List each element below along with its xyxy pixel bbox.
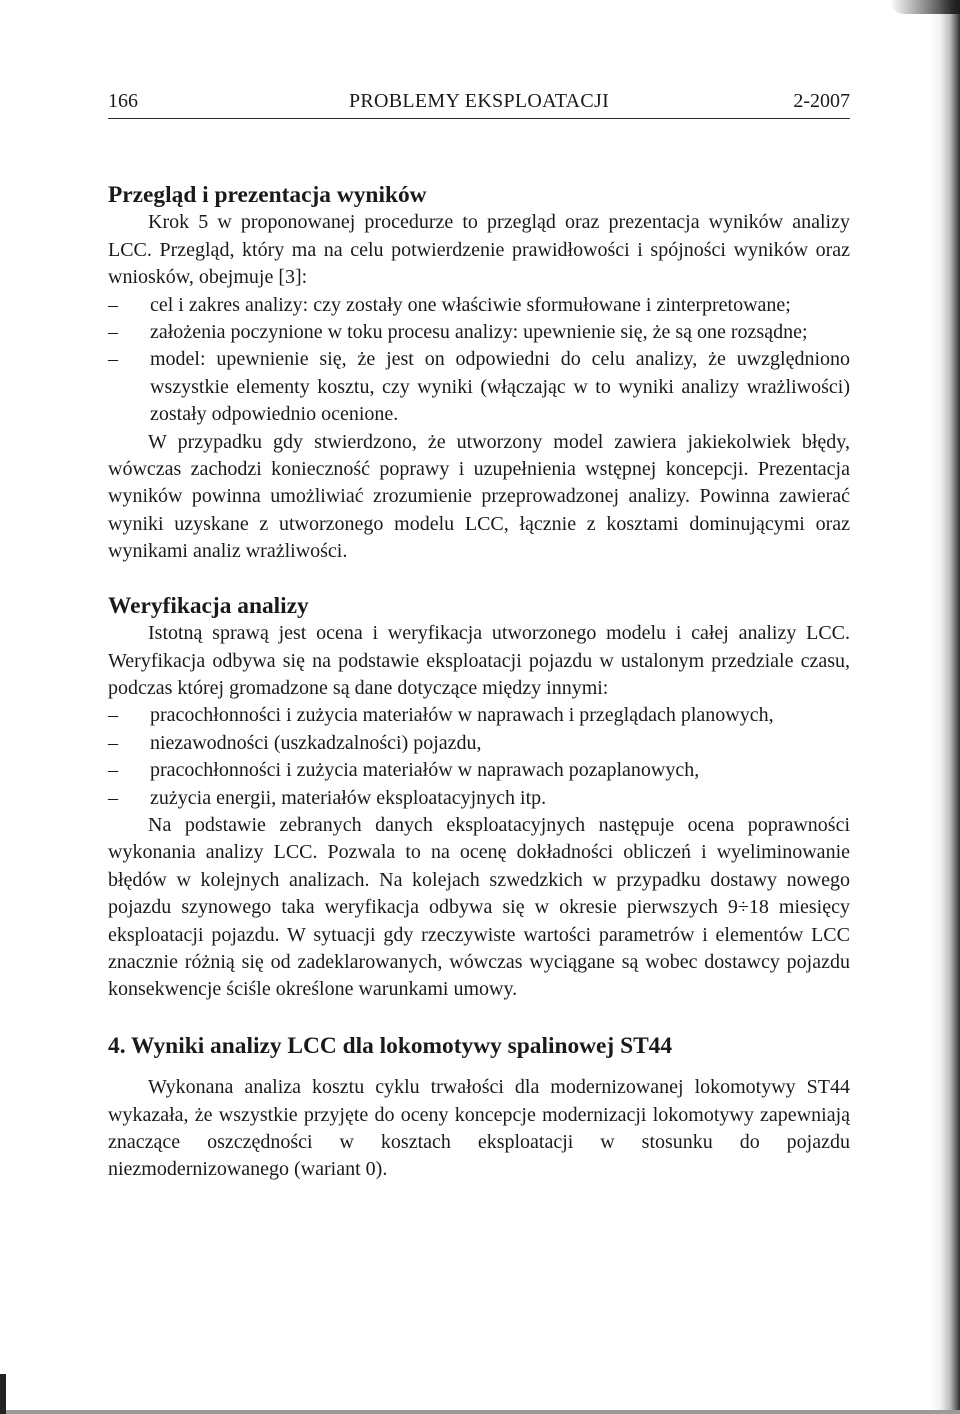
- paragraph: Istotną sprawą jest ocena i weryfikacja utworzonego modelu i całej analizy LCC. Weryfikacja odbywa się na podstawie eksploatacji pojazdu w ustalonym przedziale czasu, podczas której gromadzone są dane dotyczące między innymi:: [108, 622, 850, 699]
- dash-bullet: –: [108, 321, 118, 344]
- section-heading-verification: Weryfikacja analizy: [108, 592, 309, 619]
- list-item: [108, 757, 850, 784]
- list-item-text: niezawodności (uszkadzalności) pojazdu,: [150, 731, 482, 754]
- list-item-text: zużycia energii, materiałów eksploatacyjnych itp.: [150, 786, 547, 809]
- list-item: [108, 319, 850, 346]
- dash-bullet: –: [108, 786, 118, 809]
- list-item: [108, 702, 850, 729]
- section-heading-results: 4. Wyniki analizy LCC dla lokomotywy spalinowej ST44: [108, 1032, 673, 1059]
- list-item-text: pracochłonności i zużycia materiałów w naprawach i przeglądach planowych,: [150, 704, 774, 727]
- document-page: [108, 88, 850, 1184]
- list-item-text: model: upewnienie się, że jest on odpowiedni do celu analizy, że uwzględniono wszystkie elementy kosztu, czy wyniki (włączając w to wyniki analizy wrażliwości) zostały odpowiednio ocenione.: [150, 348, 850, 426]
- scan-bottom-edge: [0, 1410, 960, 1414]
- list-item-text: pracochłonności i zużycia materiałów w naprawach pozaplanowych,: [150, 759, 700, 782]
- bullet-list: [108, 702, 850, 812]
- list-item-text: cel i zakres analizy: czy zostały one właściwie sformułowane i zinterpretowane;: [150, 293, 791, 316]
- dash-bullet: –: [108, 704, 118, 727]
- article-body: [108, 182, 850, 1184]
- paragraph: W przypadku gdy stwierdzono, że utworzony model zawiera jakiekolwiek błędy, wówczas zachodzi konieczność poprawy i uzupełnienia wstępnej koncepcji. Prezentacja wyników powinna umożliwiać zrozumienie przeprowadzonej analizy. Powinna zawierać wyniki uzyskane z utworzonego modelu LCC, łącznie z kosztami dominującymi oraz wynikami analiz wrażliwości.: [108, 430, 850, 563]
- list-item: [108, 730, 850, 757]
- paragraph: Na podstawie zebranych danych eksploatacyjnych następuje ocena poprawności wykonania analizy LCC. Pozwala to na ocenę dokładności obliczeń i wyeliminowanie błędów w kolejnych analizach. Na kolejach szwedzkich w przypadku dostawy nowego pojazdu szynowego taka weryfikacja odbywa się w okresie pierwszych 9÷18 miesięcy eksploatacji pojazdu. W sytuacji gdy rzeczywiste wartości parametrów i elementów LCC znacznie różnią się od zadeklarowanych, wówczas wyciągane są wobec dostawcy pojazdu konsekwencje ściśle określone warunkami umowy.: [108, 813, 850, 1001]
- dash-bullet: –: [108, 731, 118, 754]
- list-item: [108, 785, 850, 812]
- list-item: [108, 292, 850, 319]
- list-item-text: założenia poczynione w toku procesu analizy: upewnienie się, że są one rozsądne;: [150, 321, 808, 344]
- dash-bullet: –: [108, 348, 118, 371]
- list-item: [108, 346, 850, 428]
- issue-number: 2-2007: [793, 90, 850, 112]
- scan-corner-shadow: [890, 0, 960, 14]
- paragraph: Wykonana analiza kosztu cyklu trwałości dla modernizowanej lokomotywy ST44 wykazała, że wszystkie przyjęte do oceny koncepcje modernizacji lokomotywy zapewniają znaczące oszczędności w kosztach eksploatacji w stosunku do pojazdu niezmodernizowanego (wariant 0).: [108, 1076, 850, 1181]
- dash-bullet: –: [108, 293, 118, 316]
- bullet-list: [108, 292, 850, 429]
- paragraph: Krok 5 w proponowanej procedurze to przegląd oraz prezentacja wyników analizy LCC. Przegląd, który ma na celu potwierdzenie prawidłowości i spójności wyników oraz wniosków, obejmuje [3]:: [108, 211, 850, 289]
- scan-bottom-left-mark: [0, 1374, 6, 1414]
- section-heading-review: Przegląd i prezentacja wyników: [108, 182, 427, 208]
- running-header: [108, 88, 850, 119]
- dash-bullet: –: [108, 759, 118, 782]
- journal-title: PROBLEMY EKSPLOATACJI: [348, 90, 610, 112]
- scan-right-edge: [930, 0, 960, 1414]
- page-number: 166: [108, 90, 138, 112]
